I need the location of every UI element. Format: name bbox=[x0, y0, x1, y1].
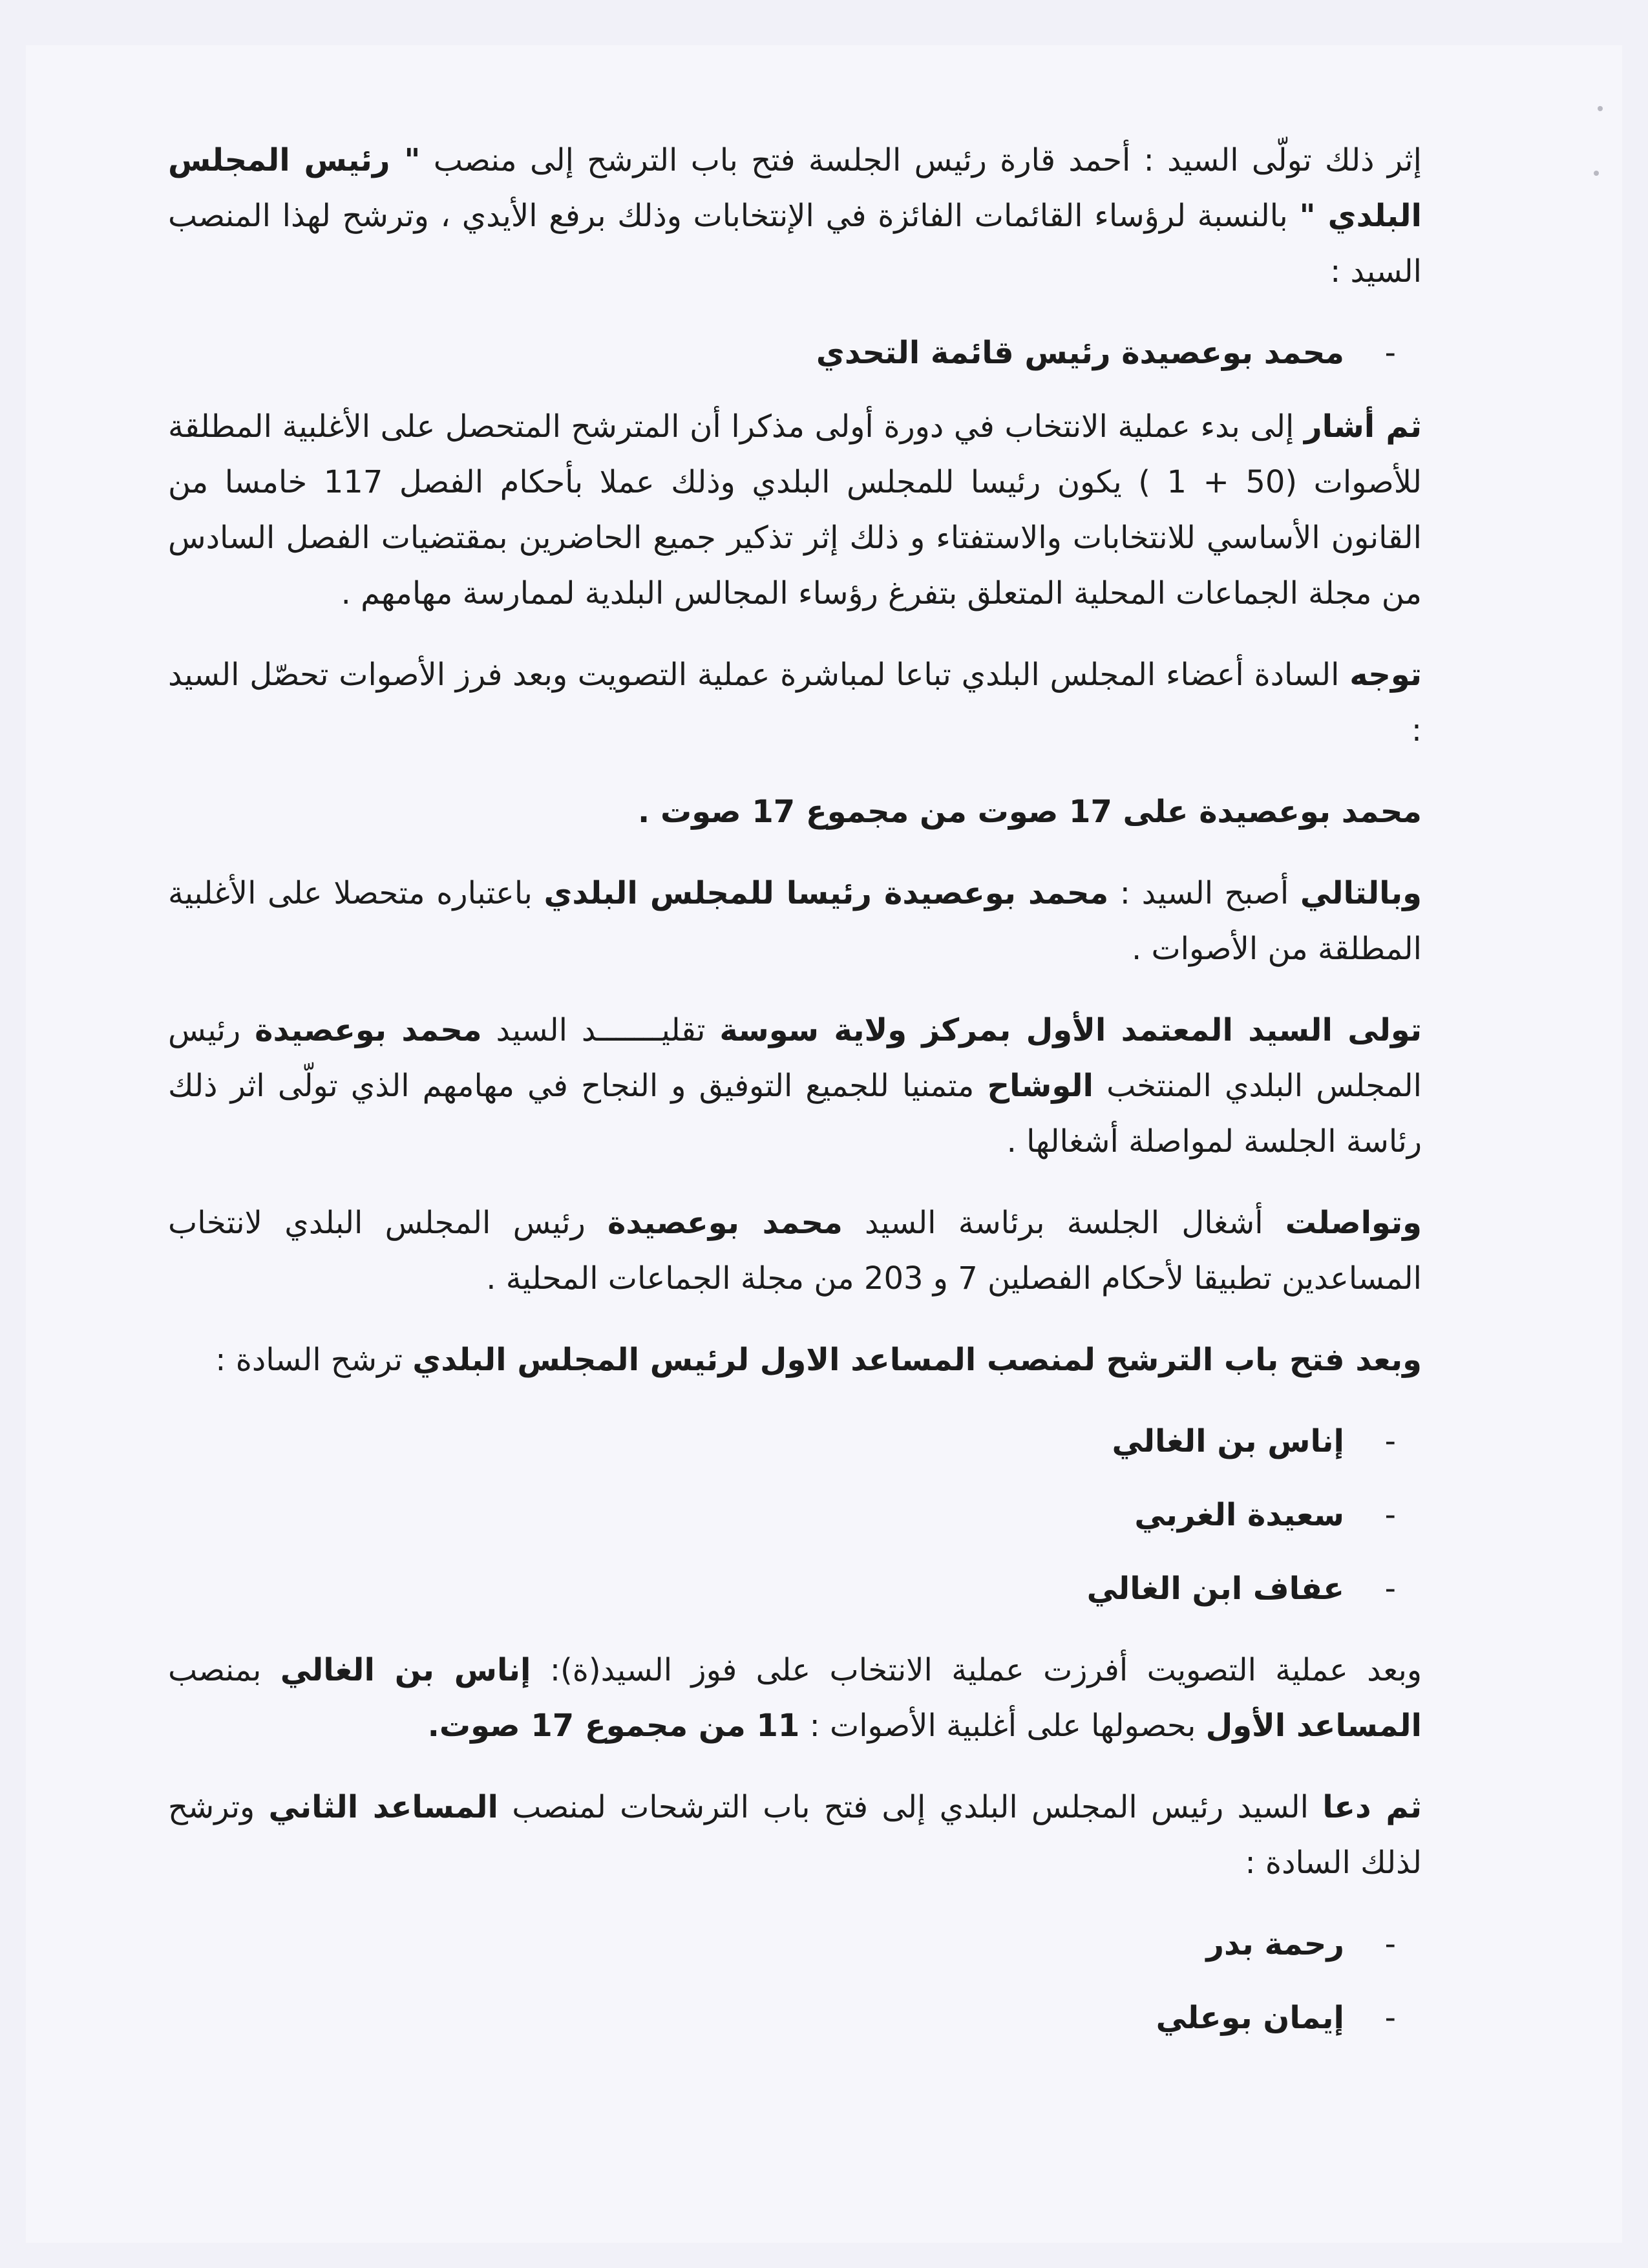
dash-bullet: - bbox=[1384, 1497, 1396, 1533]
candidate-name: عفاف ابن الغالي bbox=[1086, 1571, 1344, 1607]
list-item bbox=[168, 1487, 1422, 1543]
paragraph-opening bbox=[168, 132, 1422, 299]
paragraph-election-start bbox=[168, 399, 1422, 621]
dash-bullet: - bbox=[1384, 1571, 1396, 1607]
dash-bullet: - bbox=[1384, 1926, 1396, 1962]
punch-mark bbox=[1594, 171, 1599, 176]
paragraph-text: بحصولها على أغلبية الأصوات : bbox=[809, 1708, 1196, 1744]
paragraph-text: تقليـــــــد السيد bbox=[496, 1012, 706, 1048]
highlight-text: محمد بوعصيدة رئيسا للمجلس البلدي bbox=[544, 875, 1109, 911]
opening-text: إثر ذلك تولّى السيد : أحمد قارة رئيس الجلسة فتح باب الترشح إلى منصب bbox=[433, 142, 1422, 178]
lead-phrase: وتواصلت bbox=[1285, 1205, 1422, 1241]
paragraph-mayor-elected bbox=[168, 865, 1422, 977]
dash-bullet: - bbox=[1384, 1423, 1396, 1459]
paragraph-voting bbox=[168, 647, 1422, 758]
paragraph-text-cont: باعتباره متحصلا على الأغلبية المطلقة من الأصوات . bbox=[168, 875, 1422, 967]
paragraph-text-cont: وترشح لذلك السادة : bbox=[168, 1789, 1422, 1881]
list-item bbox=[168, 1414, 1422, 1469]
candidate-name: محمد بوعصيدة رئيس قائمة التحدي bbox=[816, 335, 1344, 371]
dash-bullet: - bbox=[1384, 335, 1396, 371]
position-name: المساعد الأول bbox=[1205, 1708, 1422, 1744]
paragraph-text-cont: متمنيا للجميع التوفيق و النجاح في مهامهم الذي تولّى اثر ذلك رئاسة الجلسة لمواصلة أشغالها . bbox=[168, 1068, 1422, 1160]
paragraph-first-assistant bbox=[168, 1332, 1422, 1388]
second-assistant-candidates bbox=[168, 1916, 1422, 2046]
position-name: المساعد الثاني bbox=[268, 1789, 498, 1825]
highlight-name: محمد بوعصيدة bbox=[255, 1012, 482, 1048]
paragraph-text: السيد رئيس المجلس البلدي إلى فتح باب الترشحات لمنصب bbox=[512, 1789, 1309, 1825]
position-title: " رئيس المجلس البلدي " bbox=[168, 142, 1422, 234]
paragraph-second-assistant bbox=[168, 1779, 1422, 1891]
highlight-word: الوشاح bbox=[987, 1068, 1093, 1104]
document-body bbox=[168, 132, 1422, 2064]
paragraph-text: ترشح السادة : bbox=[215, 1342, 403, 1378]
first-assistant-candidates bbox=[168, 1414, 1422, 1616]
winner-name: إناس بن الغالي bbox=[280, 1652, 531, 1688]
candidate-name: رحمة بدر bbox=[1206, 1926, 1344, 1962]
list-item bbox=[168, 325, 1422, 381]
result-text: محمد بوعصيدة على 17 صوت من مجموع 17 صوت . bbox=[638, 794, 1422, 830]
paragraph-text: رئيس المجلس البلدي المنتخب bbox=[168, 1012, 1422, 1104]
opening-text-cont: بالنسبة لرؤساء القائمات الفائزة في الإنتخابات وذلك برفع الأيدي ، وترشح لهذا المنصب السيد : bbox=[168, 198, 1422, 290]
paragraph-text: إلى بدء عملية الانتخاب في دورة أولى مذكرا أن المترشح المتحصل على الأغلبية المطلقة للأصوات (50 + 1 ) يكون رئيسا للمجلس البلدي وذلك عملا بأحكام الفصل 117 خامسا من القانون الأساسي للانتخابات والاستفتاء و ذلك إثر تذكير جميع الحاضرين بمقتضيات الفصل السادس من مجلة الجماعات المحلية المتعلق بتفرغ رؤساء المجالس البلدية لممارسة مهامهم . bbox=[168, 408, 1422, 611]
paragraph-continuation bbox=[168, 1195, 1422, 1306]
paragraph-first-assistant-result bbox=[168, 1642, 1422, 1754]
paragraph-sash bbox=[168, 1002, 1422, 1169]
list-item bbox=[168, 1916, 1422, 1972]
lead-phrase: ثم أشار bbox=[1304, 408, 1422, 445]
paragraph-text-cont: رئيس المجلس البلدي لانتخاب المساعدين تطبيقا لأحكام الفصلين 7 و 203 من مجلة الجماعات المحلية . bbox=[168, 1205, 1422, 1297]
list-item bbox=[168, 1990, 1422, 2046]
paragraph-text: أصبح السيد : bbox=[1119, 875, 1289, 911]
lead-phrase: تولى السيد المعتمد الأول بمركز ولاية سوسة bbox=[719, 1012, 1422, 1048]
candidate-name: إناس بن الغالي bbox=[1112, 1423, 1344, 1459]
candidate-name: سعيدة الغربي bbox=[1134, 1497, 1344, 1533]
punch-mark bbox=[1598, 106, 1603, 111]
lead-phrase: وبعد فتح باب الترشح لمنصب المساعد الاول لرئيس المجلس البلدي bbox=[412, 1342, 1422, 1378]
dash-bullet: - bbox=[1384, 2000, 1396, 2036]
highlight-name: محمد بوعصيدة bbox=[607, 1205, 843, 1241]
vote-result bbox=[168, 784, 1422, 840]
candidate-name: إيمان بوعلي bbox=[1156, 2000, 1344, 2036]
paragraph-text: السادة أعضاء المجلس البلدي تباعا لمباشرة عملية التصويت وبعد فرز الأصوات تحصّل السيد : bbox=[168, 657, 1422, 748]
lead-phrase: توجه bbox=[1349, 657, 1422, 693]
paragraph-text: أشغال الجلسة برئاسة السيد bbox=[865, 1205, 1263, 1241]
paragraph-text: بمنصب bbox=[168, 1652, 262, 1688]
lead-phrase: ثم دعا bbox=[1322, 1789, 1422, 1825]
list-item bbox=[168, 1561, 1422, 1616]
vote-count: 11 من مجموع 17 صوت. bbox=[427, 1708, 800, 1744]
lead-phrase: وبالتالي bbox=[1300, 875, 1422, 911]
paragraph-text: وبعد عملية التصويت أفرزت عملية الانتخاب على فوز السيد(ة): bbox=[549, 1652, 1422, 1688]
